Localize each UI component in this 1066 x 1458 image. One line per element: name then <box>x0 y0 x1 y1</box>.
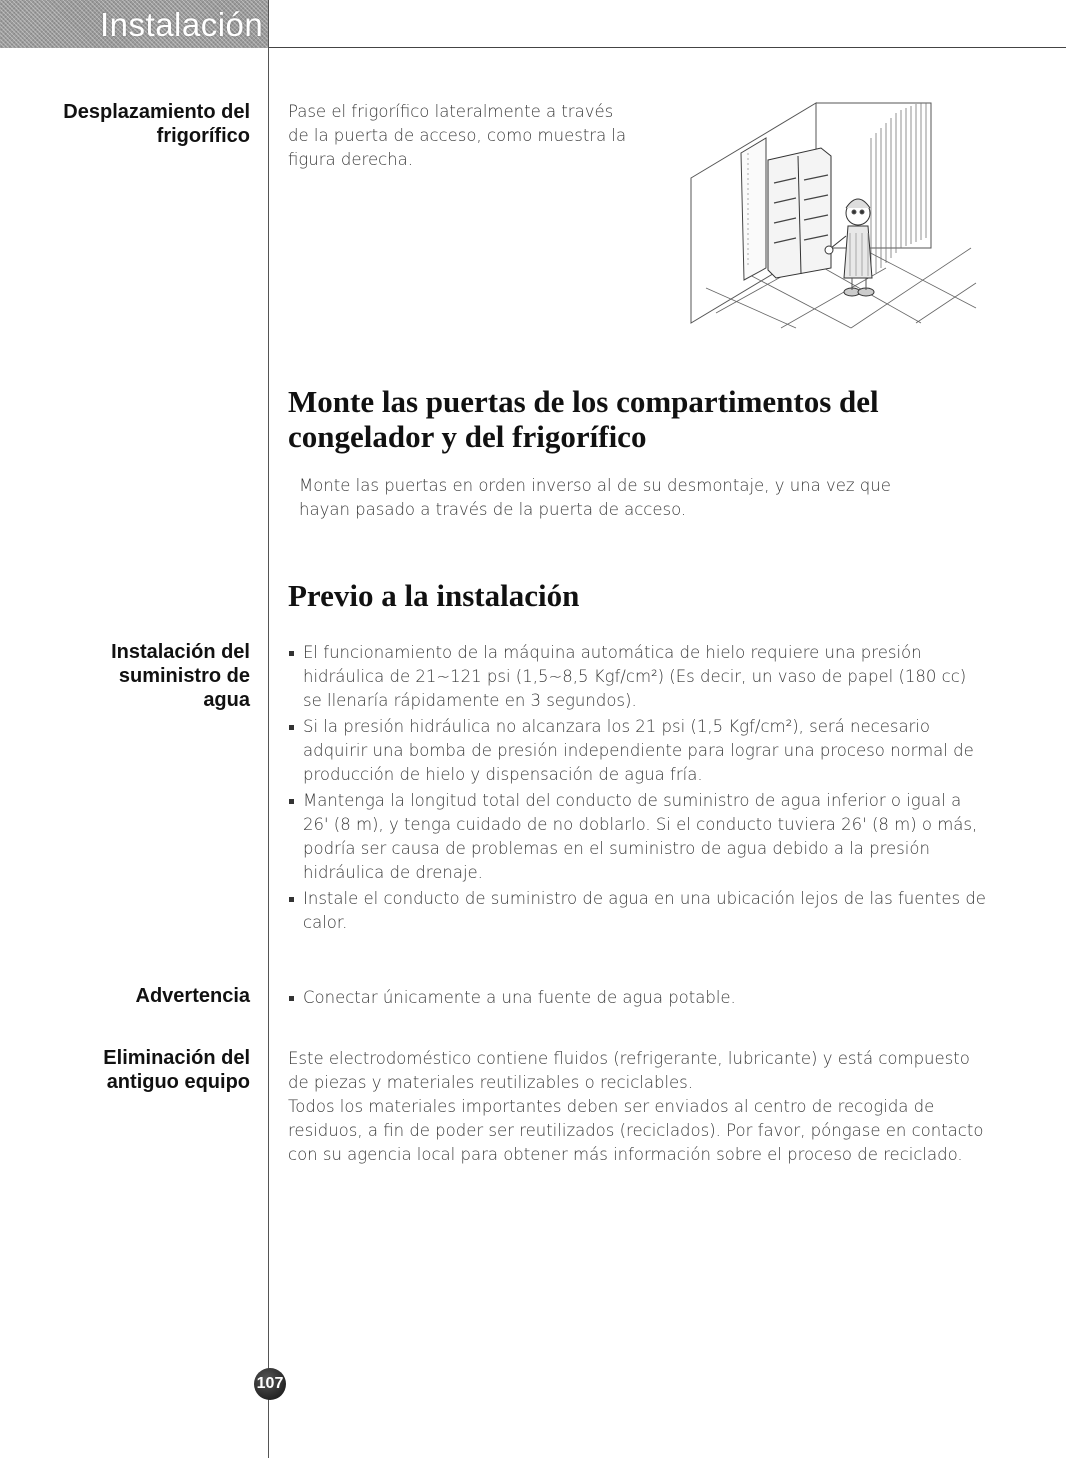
label-water-line1: Instalación del <box>111 641 250 663</box>
label-water-line2: suministro de <box>118 665 250 687</box>
label-moving <box>63 100 250 148</box>
disposal-text <box>288 1047 988 1167</box>
list-item: Conectar únicamente a una fuente de agua potable. <box>288 986 988 1010</box>
heading-preinstall: Previo a la instalación <box>288 578 580 613</box>
warning-list <box>288 986 988 1012</box>
list-item: El funcionamiento de la máquina automática de hielo requiere una presión hidráulica de 21~121 psi (1,5~8,5 Kgf/cm²) (Es decir, un vaso de papel (180 cc) se llenaría rápidamente en 3 segundos). <box>288 641 988 713</box>
heading-mount-doors: Monte las puertas de los compartimentos del congelador y del frigorífico <box>288 384 879 454</box>
water-supply-list <box>288 641 988 937</box>
mount-text: Monte las puertas en orden inverso al de su desmontaje, y una vez que hayan pasado a través de la puerta de acceso. <box>299 476 891 519</box>
label-moving-line2: frigorífico <box>156 125 250 147</box>
label-warning: Advertencia <box>135 985 250 1007</box>
disposal-para2: Todos los materiales importantes deben ser enviados al centro de recogida de residuos, a fin de poder ser reutilizados (reciclados). Por favor, póngase en contacto con su agencia local para obtener más información sobre el proceso de reciclado. <box>288 1097 984 1164</box>
label-moving-line1: Desplazamiento del <box>63 101 250 123</box>
label-water-line3: agua <box>203 689 250 711</box>
list-item: Si la presión hidráulica no alcanzara los 21 psi (1,5 Kgf/cm²), será necesario adquirir una bomba de presión independiente para lograr una proceso normal de producción de hielo y dispensación de agua fría. <box>288 715 988 787</box>
page-number-badge: 107 <box>254 1368 286 1400</box>
moving-text: Pase el frigorífico lateralmente a través de la puerta de acceso, como muestra la figura derecha. <box>288 102 627 169</box>
header-rule <box>268 47 1066 48</box>
column-divider <box>268 0 269 1458</box>
label-disposal <box>103 1046 250 1094</box>
list-item: Mantenga la longitud total del conducto de suministro de agua inferior o igual a 26' (8 m), y tenga cuidado de no doblarlo. Si el conducto tuviera 26' (8 m) o más, podría ser causa de problemas en el suministro de agua debido a la presión hidráulica de drenaje. <box>288 789 988 885</box>
moving-fridge-illustration <box>686 98 978 330</box>
page-section-title: Instalación <box>100 6 264 43</box>
label-disposal-line2: antiguo equipo <box>106 1071 250 1093</box>
disposal-para1: Este electrodoméstico contiene fluidos (refrigerante, lubricante) y está compuesto de piezas y materiales reutilizables o reciclables. <box>288 1049 970 1092</box>
label-disposal-line1: Eliminación del <box>103 1047 250 1069</box>
list-item: Instale el conducto de suministro de agua en una ubicación lejos de las fuentes de calor. <box>288 887 988 935</box>
label-water-supply <box>111 640 250 712</box>
